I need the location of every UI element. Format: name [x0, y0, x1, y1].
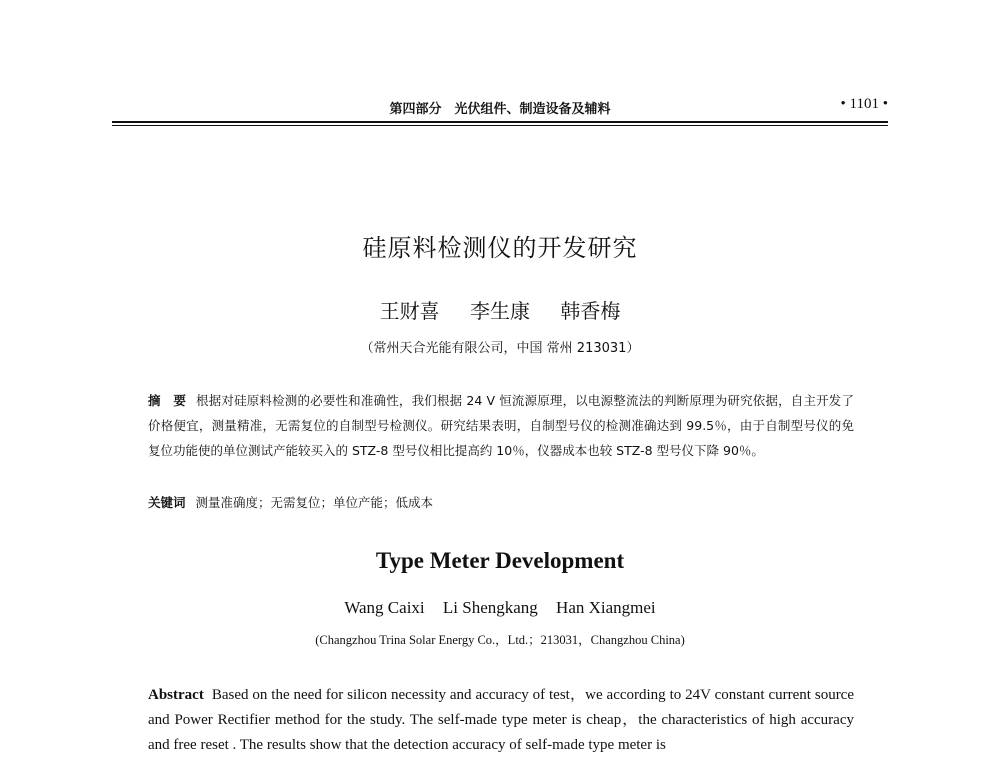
- abstract-english: [148, 683, 854, 758]
- keywords-chinese-label: 关键词: [148, 495, 186, 510]
- title-english: Type Meter Development: [375, 548, 625, 573]
- abstract-english-text: Based on the need for silicon necessity and accuracy of test，we according to 24V constant current source and Power Rectifier method for the study. The self-made type meter is cheap，the characteristics of high accuracy and free reset . The results show that the detection accuracy of self-made type meter is: [148, 687, 854, 753]
- author-en-2: Li Shengkang: [442, 598, 538, 617]
- title-chinese: 硅原料检测仪的开发研究: [362, 234, 638, 262]
- header-rule-thick: [112, 121, 888, 123]
- authors-chinese: [0, 295, 1000, 324]
- affiliation-english: (Changzhou Trina Solar Energy Co.，Ltd.；213031，Changzhou China): [315, 633, 685, 647]
- abstract-chinese-text: 根据对硅原料检测的必要性和准确性，我们根据 24 V 恒流源原理，以电源整流法的判断原理为研究依据，自主开发了价格便宜，测量精准，无需复位的自制型号检测仪。研究结果表明，自制型号仪的检测准确达到 99.5％，由于自制型号仪的免复位功能使的单位测试产能较买入的 STZ-8 型号仪相比提高约 10％，仪器成本也较 STZ-8 型号仪下降 90％。: [148, 393, 854, 458]
- page-number: • 1101 •: [840, 96, 888, 112]
- header-rule-thin: [112, 125, 888, 126]
- abstract-chinese-label: 摘 要: [148, 393, 187, 408]
- section-title: 第四部分 光伏组件、制造设备及辅料: [389, 102, 611, 117]
- author-zh-2: 李生康: [470, 299, 530, 323]
- abstract-english-label: Abstract: [148, 687, 204, 703]
- abstract-chinese: [148, 388, 854, 463]
- running-header: [112, 96, 888, 122]
- authors-english: [0, 598, 1000, 618]
- author-zh-1: 王财喜: [379, 299, 440, 323]
- author-en-3: Han Xiangmei: [556, 598, 656, 617]
- keywords-chinese-text: 测量准确度；无需复位；单位产能；低成本: [195, 495, 434, 510]
- author-zh-3: 韩香梅: [560, 299, 621, 323]
- author-en-1: Wang Caixi: [344, 598, 425, 617]
- keywords-chinese: [148, 493, 854, 511]
- affiliation-chinese: （常州天合光能有限公司，中国 常州 213031）: [360, 341, 640, 356]
